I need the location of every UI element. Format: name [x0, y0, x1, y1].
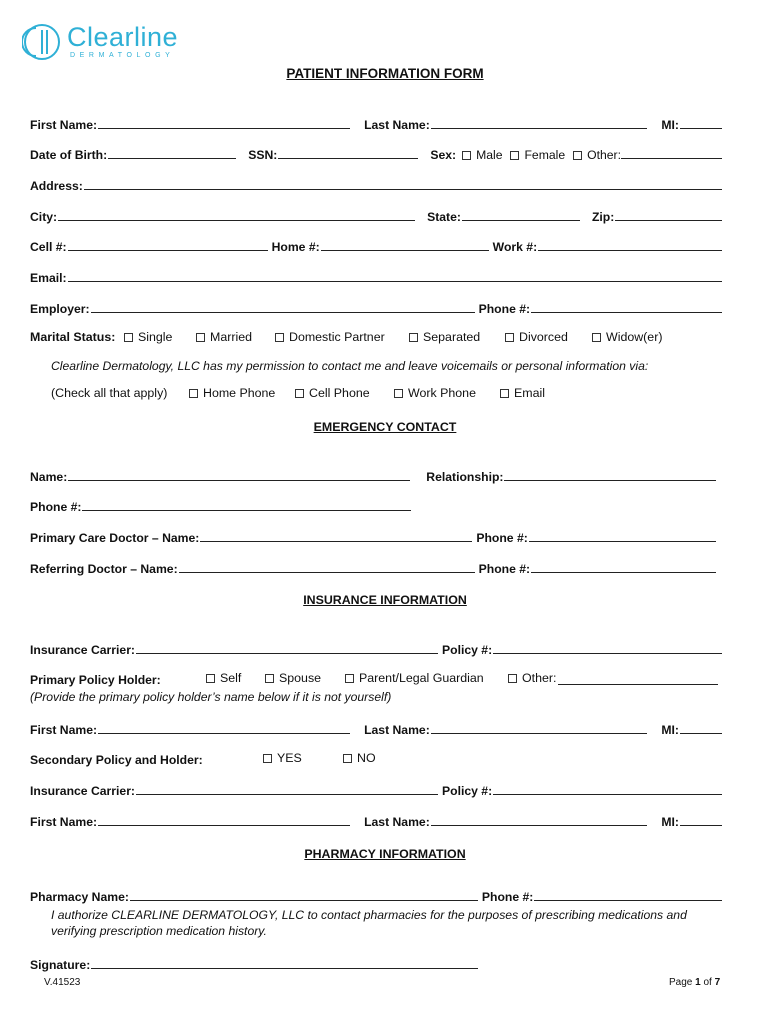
- permission-text: Clearline Dermatology, LLC has my permission to contact me and leave voicemails or personal information via:: [51, 359, 649, 373]
- last-name-label: Last Name:: [364, 118, 430, 132]
- sex-label: Sex:: [430, 148, 457, 162]
- checkbox-icon: [206, 674, 215, 683]
- dob-field[interactable]: [108, 158, 236, 159]
- referring-phone-field[interactable]: [531, 572, 716, 573]
- relationship-label: Relationship:: [426, 470, 504, 484]
- secondary-first-name-label: First Name:: [30, 815, 98, 829]
- holder-other-option[interactable]: Other:: [508, 671, 556, 685]
- emergency-name-field[interactable]: [68, 480, 410, 481]
- checkbox-icon: [462, 151, 471, 160]
- pcp-name-label: Primary Care Doctor – Name:: [30, 531, 200, 545]
- state-field[interactable]: [462, 220, 580, 221]
- version-label: V.41523: [44, 977, 81, 988]
- secondary-yes-option[interactable]: YES: [263, 751, 302, 765]
- sex-other-option[interactable]: Other:: [573, 148, 621, 162]
- pharmacy-phone-label: Phone #:: [481, 890, 534, 904]
- check-all-label: (Check all that apply): [51, 386, 168, 400]
- email-field[interactable]: [68, 281, 722, 282]
- address-label: Address:: [30, 179, 83, 193]
- checkbox-icon: [508, 674, 517, 683]
- primary-holder-label: Primary Policy Holder:: [30, 673, 161, 687]
- checkbox-icon: [345, 674, 354, 683]
- pharmacy-name-field[interactable]: [130, 900, 478, 901]
- emergency-contact-heading: EMERGENCY CONTACT: [313, 420, 457, 434]
- holder-note: (Provide the primary policy holder’s name below if it is not yourself): [30, 690, 392, 704]
- page-indicator: Page 1 of 7: [669, 977, 721, 988]
- employer-row: [30, 300, 722, 316]
- home-label: Home #:: [271, 240, 320, 254]
- logo-mark-icon: [22, 22, 64, 62]
- first-name-field[interactable]: [98, 128, 350, 129]
- marital-separated-option[interactable]: Separated: [409, 330, 480, 344]
- zip-field[interactable]: [615, 220, 722, 221]
- emergency-phone-field[interactable]: [82, 510, 411, 511]
- checkbox-icon: [343, 754, 352, 763]
- city-label: City:: [30, 210, 58, 224]
- checkbox-icon: [510, 151, 519, 160]
- dob-label: Date of Birth:: [30, 148, 108, 162]
- secondary-mi-field[interactable]: [680, 825, 722, 826]
- pcp-row: [30, 529, 722, 545]
- secondary-policy-field[interactable]: [493, 794, 722, 795]
- brand-name: Clearline: [67, 22, 179, 52]
- marital-status-label: Marital Status:: [30, 330, 116, 344]
- holder-first-name-field[interactable]: [98, 733, 350, 734]
- work-label: Work #:: [492, 240, 538, 254]
- holder-name-row: [30, 721, 722, 737]
- holder-first-name-label: First Name:: [30, 723, 98, 737]
- referring-name-field[interactable]: [179, 572, 475, 573]
- secondary-last-name-field[interactable]: [431, 825, 648, 826]
- contact-email-option[interactable]: Email: [500, 386, 545, 400]
- relationship-field[interactable]: [504, 480, 716, 481]
- checkbox-icon: [500, 389, 509, 398]
- pcp-name-field[interactable]: [200, 541, 472, 542]
- employer-phone-field[interactable]: [531, 312, 722, 313]
- checkbox-icon: [263, 754, 272, 763]
- emergency-phone-label: Phone #:: [30, 500, 82, 514]
- emergency-name-row: [30, 468, 722, 484]
- sex-other-field[interactable]: [621, 158, 722, 159]
- holder-other-field[interactable]: [558, 684, 718, 685]
- holder-spouse-option[interactable]: Spouse: [265, 671, 321, 685]
- secondary-carrier-field[interactable]: [136, 794, 438, 795]
- contact-cell-phone-option[interactable]: Cell Phone: [295, 386, 370, 400]
- employer-field[interactable]: [91, 312, 475, 313]
- checkbox-icon: [409, 333, 418, 342]
- phones-row: [30, 238, 722, 254]
- insurance-carrier-label: Insurance Carrier:: [30, 643, 135, 657]
- checkbox-icon: [189, 389, 198, 398]
- holder-parent-option[interactable]: Parent/Legal Guardian: [345, 671, 484, 685]
- state-label: State:: [427, 210, 461, 224]
- city-field[interactable]: [58, 220, 415, 221]
- holder-last-name-field[interactable]: [431, 733, 648, 734]
- referring-phone-label: Phone #:: [478, 562, 531, 576]
- email-label: Email:: [30, 271, 67, 285]
- policy-label: Policy #:: [442, 643, 493, 657]
- checkbox-icon: [295, 389, 304, 398]
- secondary-policy-label: Secondary Policy and Holder:: [30, 753, 203, 767]
- secondary-last-name-label: Last Name:: [364, 815, 430, 829]
- pharmacy-heading: PHARMACY INFORMATION: [304, 847, 466, 861]
- signature-row: [30, 956, 478, 972]
- secondary-no-option[interactable]: NO: [343, 751, 376, 765]
- emergency-phone-row: [30, 498, 722, 514]
- pcp-phone-field[interactable]: [529, 541, 716, 542]
- last-name-field[interactable]: [431, 128, 648, 129]
- checkbox-icon: [394, 389, 403, 398]
- secondary-mi-label: MI:: [661, 815, 679, 829]
- address-field[interactable]: [84, 189, 722, 190]
- pharmacy-row: [30, 888, 722, 904]
- signature-field[interactable]: [91, 968, 478, 969]
- mi-label: MI:: [661, 118, 679, 132]
- mi-field[interactable]: [680, 128, 722, 129]
- holder-mi-field[interactable]: [680, 733, 722, 734]
- cell-field[interactable]: [68, 250, 268, 251]
- email-row: [30, 269, 722, 285]
- pcp-phone-label: Phone #:: [476, 531, 528, 545]
- cell-label: Cell #:: [30, 240, 67, 254]
- employer-phone-label: Phone #:: [478, 302, 531, 316]
- emergency-name-label: Name:: [30, 470, 68, 484]
- holder-mi-label: MI:: [661, 723, 679, 737]
- pharmacy-name-label: Pharmacy Name:: [30, 890, 129, 904]
- referring-row: [30, 560, 722, 576]
- work-field[interactable]: [538, 250, 722, 251]
- brand-tagline: DERMATOLOGY: [70, 52, 175, 59]
- marital-married-option[interactable]: Married: [196, 330, 252, 344]
- secondary-policy-num-label: Policy #:: [442, 784, 493, 798]
- signature-label: Signature:: [30, 958, 91, 972]
- insurance-heading: INSURANCE INFORMATION: [303, 593, 467, 607]
- form-title: PATIENT INFORMATION FORM: [286, 66, 484, 81]
- pharmacy-phone-field[interactable]: [534, 900, 722, 901]
- contact-work-phone-option[interactable]: Work Phone: [394, 386, 476, 400]
- holder-last-name-label: Last Name:: [364, 723, 430, 737]
- contact-home-phone-option[interactable]: Home Phone: [189, 386, 275, 400]
- secondary-carrier-row: [30, 782, 722, 798]
- city-row: [30, 208, 722, 224]
- policy-field[interactable]: [493, 653, 722, 654]
- checkbox-icon: [265, 674, 274, 683]
- employer-label: Employer:: [30, 302, 90, 316]
- authorize-text-2: verifying prescription medication history.: [51, 924, 267, 938]
- checkbox-icon: [505, 333, 514, 342]
- holder-self-option[interactable]: Self: [206, 671, 241, 685]
- sex-male-option[interactable]: Male: [462, 148, 502, 162]
- ssn-label: SSN:: [248, 148, 278, 162]
- insurance-carrier-field[interactable]: [136, 653, 438, 654]
- marital-divorced-option[interactable]: Divorced: [505, 330, 568, 344]
- sex-female-option[interactable]: Female: [510, 148, 565, 162]
- first-name-label: First Name:: [30, 118, 98, 132]
- ssn-field[interactable]: [278, 158, 418, 159]
- marital-single-option[interactable]: Single: [124, 330, 172, 344]
- checkbox-icon: [275, 333, 284, 342]
- referring-name-label: Referring Doctor – Name:: [30, 562, 178, 576]
- checkbox-icon: [196, 333, 205, 342]
- dob-row: [30, 146, 722, 162]
- address-row: [30, 177, 722, 193]
- insurance-carrier-row: [30, 641, 722, 657]
- checkbox-icon: [592, 333, 601, 342]
- marital-domestic-option[interactable]: Domestic Partner: [275, 330, 385, 344]
- checkbox-icon: [573, 151, 582, 160]
- patient-name-row: [30, 116, 722, 132]
- secondary-first-name-field[interactable]: [98, 825, 350, 826]
- authorize-text: I authorize CLEARLINE DERMATOLOGY, LLC to contact pharmacies for the purposes of prescribing medications and: [51, 908, 687, 922]
- checkbox-icon: [124, 333, 133, 342]
- secondary-name-row: [30, 813, 722, 829]
- secondary-carrier-label: Insurance Carrier:: [30, 784, 135, 798]
- marital-widow-option[interactable]: Widow(er): [592, 330, 662, 344]
- zip-label: Zip:: [591, 210, 615, 224]
- home-field[interactable]: [321, 250, 489, 251]
